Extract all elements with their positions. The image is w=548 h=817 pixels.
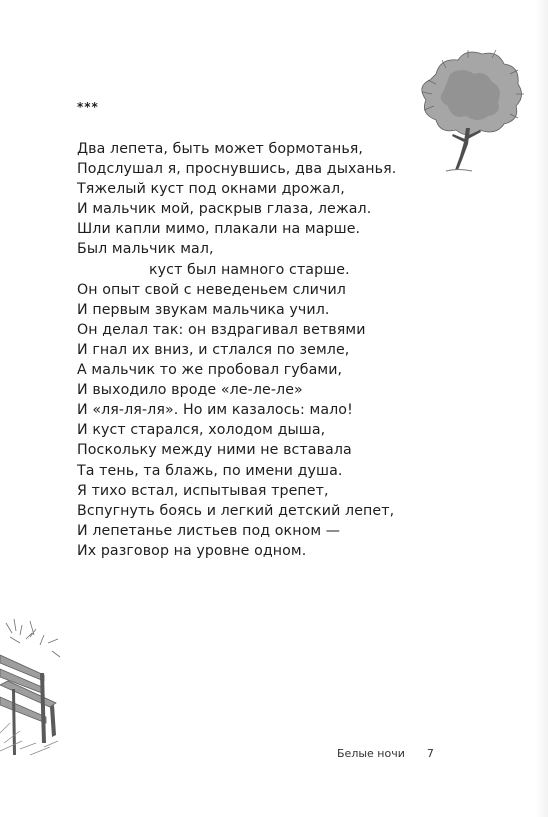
poem-line: Вспугнуть боясь и легкий детский лепет, bbox=[77, 502, 395, 519]
page-footer bbox=[337, 747, 434, 760]
separator-gap bbox=[77, 117, 417, 139]
poem-line: Шли капли мимо, плакали на марше. bbox=[77, 221, 361, 238]
poem-line: Поскольку между ними не вставала bbox=[77, 442, 352, 459]
poem-line: А мальчик то же пробовал губами, bbox=[77, 362, 343, 379]
poem-line: И гнал их вниз, и стлался по земле, bbox=[77, 341, 350, 358]
tree-icon bbox=[406, 44, 528, 176]
bench-icon bbox=[0, 615, 88, 765]
poem-line: Я тихо встал, испытывая трепет, bbox=[77, 482, 329, 499]
poem-line: И лепетанье листьев под окном — bbox=[77, 522, 341, 539]
page-number: 7 bbox=[426, 747, 434, 760]
poem-line: И куст старался, холодом дыша, bbox=[77, 422, 326, 439]
poem-line-indented: куст был намного старше. bbox=[149, 261, 350, 278]
poem-line: Он делал так: он вздрагивал ветвями bbox=[77, 321, 366, 338]
poem-line: И выходило вроде «ле-ле-ле» bbox=[77, 382, 303, 399]
poem-line: Был мальчик мал, bbox=[77, 241, 214, 258]
poem-line: Два лепета, быть может бормотанья, bbox=[77, 141, 364, 157]
poem-line: Тяжелый куст под окнами дрожал, bbox=[77, 181, 345, 198]
footer-section-title: Белые ночи bbox=[337, 747, 405, 760]
poem-line: Он опыт свой с неведеньем сличил bbox=[77, 281, 346, 298]
poem-line: И «ля-ля-ля». Но им казалось: мало! bbox=[77, 402, 353, 419]
page-edge-shadow bbox=[536, 0, 548, 817]
poem-line: Их разговор на уровне одном. bbox=[77, 542, 307, 559]
poem-line: И первым звукам мальчика учил. bbox=[77, 301, 330, 318]
poem-separator: *** bbox=[77, 100, 99, 114]
poem-line: Подслушал я, проснувшись, два дыханья. bbox=[77, 161, 397, 178]
poem-line: И мальчик мой, раскрыв глаза, лежал. bbox=[77, 201, 372, 218]
poem bbox=[77, 97, 417, 561]
poem-line: Та тень, та блажь, по имени душа. bbox=[77, 462, 343, 479]
